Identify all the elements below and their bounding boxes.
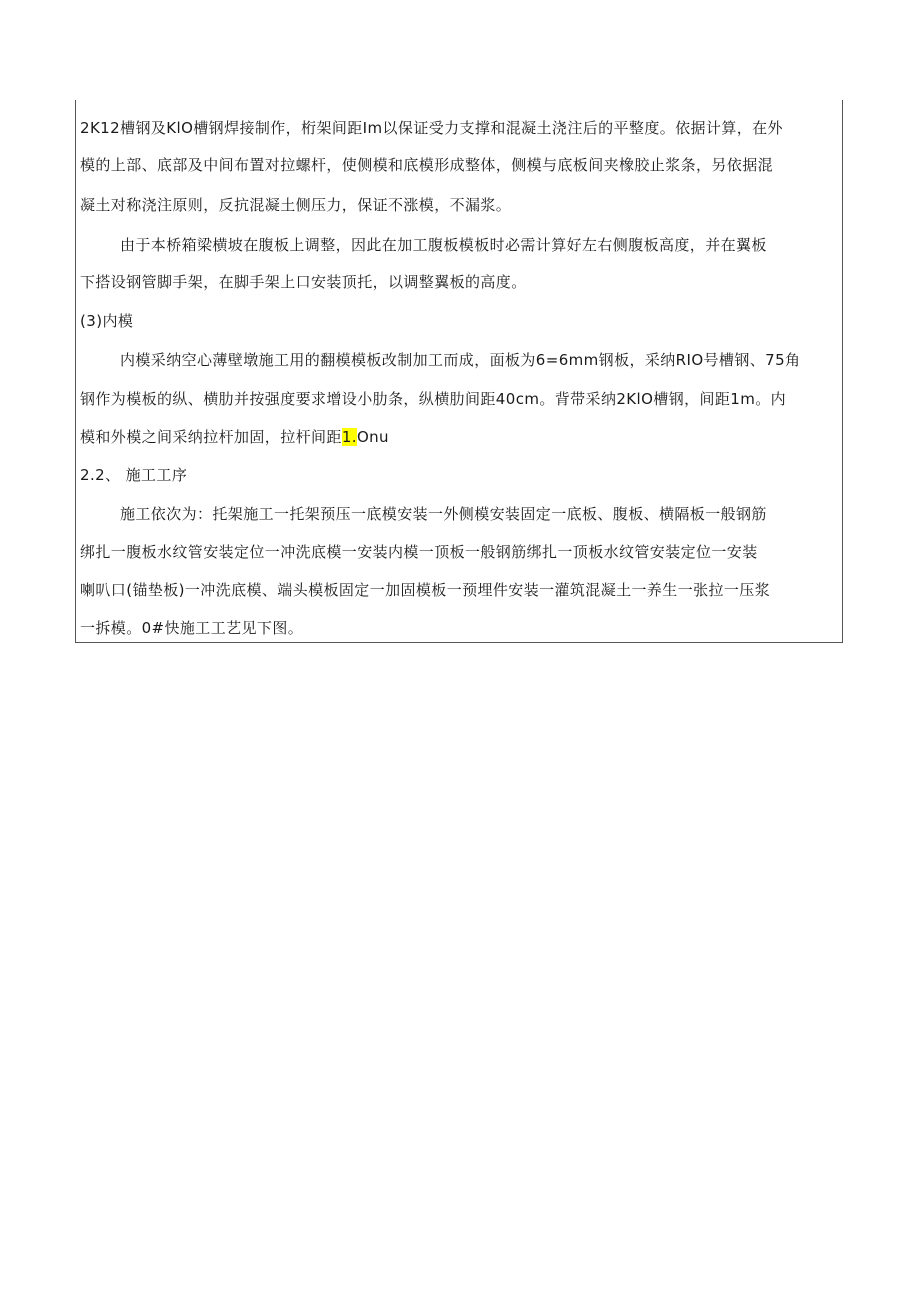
paragraph-line-11: 施工依次为：托架施工一托架预压一底模安装一外侧模安装固定一底板、腹板、横隔板一般钢筋 (120, 505, 767, 523)
section-heading-construction-process: 2.2、 施工工序 (80, 466, 188, 484)
paragraph-line-12: 绑扎一腹板水纹管安装定位一冲洗底模一安装内模一顶板一般钢筋绑扎一顶板水纹管安装定位一安装 (80, 543, 758, 561)
paragraph-line-4: 由于本桥箱梁横坡在腹板上调整，因此在加工腹板模板时必需计算好左右侧腹板高度，并在翼板 (120, 236, 767, 254)
paragraph-line-3: 凝土对称浇注原则，反抗混凝土侧压力，保证不涨模，不漏浆。 (80, 196, 512, 214)
paragraph-line-1: 2K12槽钢及KlO槽钢焊接制作，桁架间距Im以保证受力支撑和混凝土浇注后的平整度。依据计算，在外 (80, 119, 783, 137)
paragraph-line-5: 下搭设钢管脚手架，在脚手架上口安装顶托，以调整翼板的高度。 (80, 273, 527, 291)
paragraph-line-8: 钢作为模板的纵、横肋并按强度要求增设小肋条，纵横肋间距40cm。背带采纳2KlO槽钢，间距1m。内 (80, 390, 787, 408)
paragraph-line-7: 内模采纳空心薄壁墩施工用的翻模模板改制加工而成，面板为6=6mm钢板，采纳RIO号槽钢、75角 (120, 351, 801, 369)
paragraph-line-9 (80, 427, 389, 447)
paragraph-line-14: 一拆模。0#快施工工艺见下图。 (80, 619, 304, 637)
paragraph-line-9-text: 模和外模之间采纳拉杆加固，拉杆间距 (80, 428, 342, 446)
highlighted-text: 1. (341, 428, 357, 446)
section-heading-inner-mold: (3)内模 (80, 312, 134, 330)
highlight-tail-text: Onu (356, 428, 389, 446)
paragraph-line-13: 喇叭口(锚垫板)一冲洗底模、端头模板固定一加固模板一预埋件安装一灌筑混凝土一养生一张拉一压浆 (80, 581, 771, 599)
document-table-cell (75, 100, 843, 643)
paragraph-line-2: 模的上部、底部及中间布置对拉螺杆，使侧模和底模形成整体，侧模与底板间夹橡胶止浆条，另依据混 (80, 156, 774, 174)
